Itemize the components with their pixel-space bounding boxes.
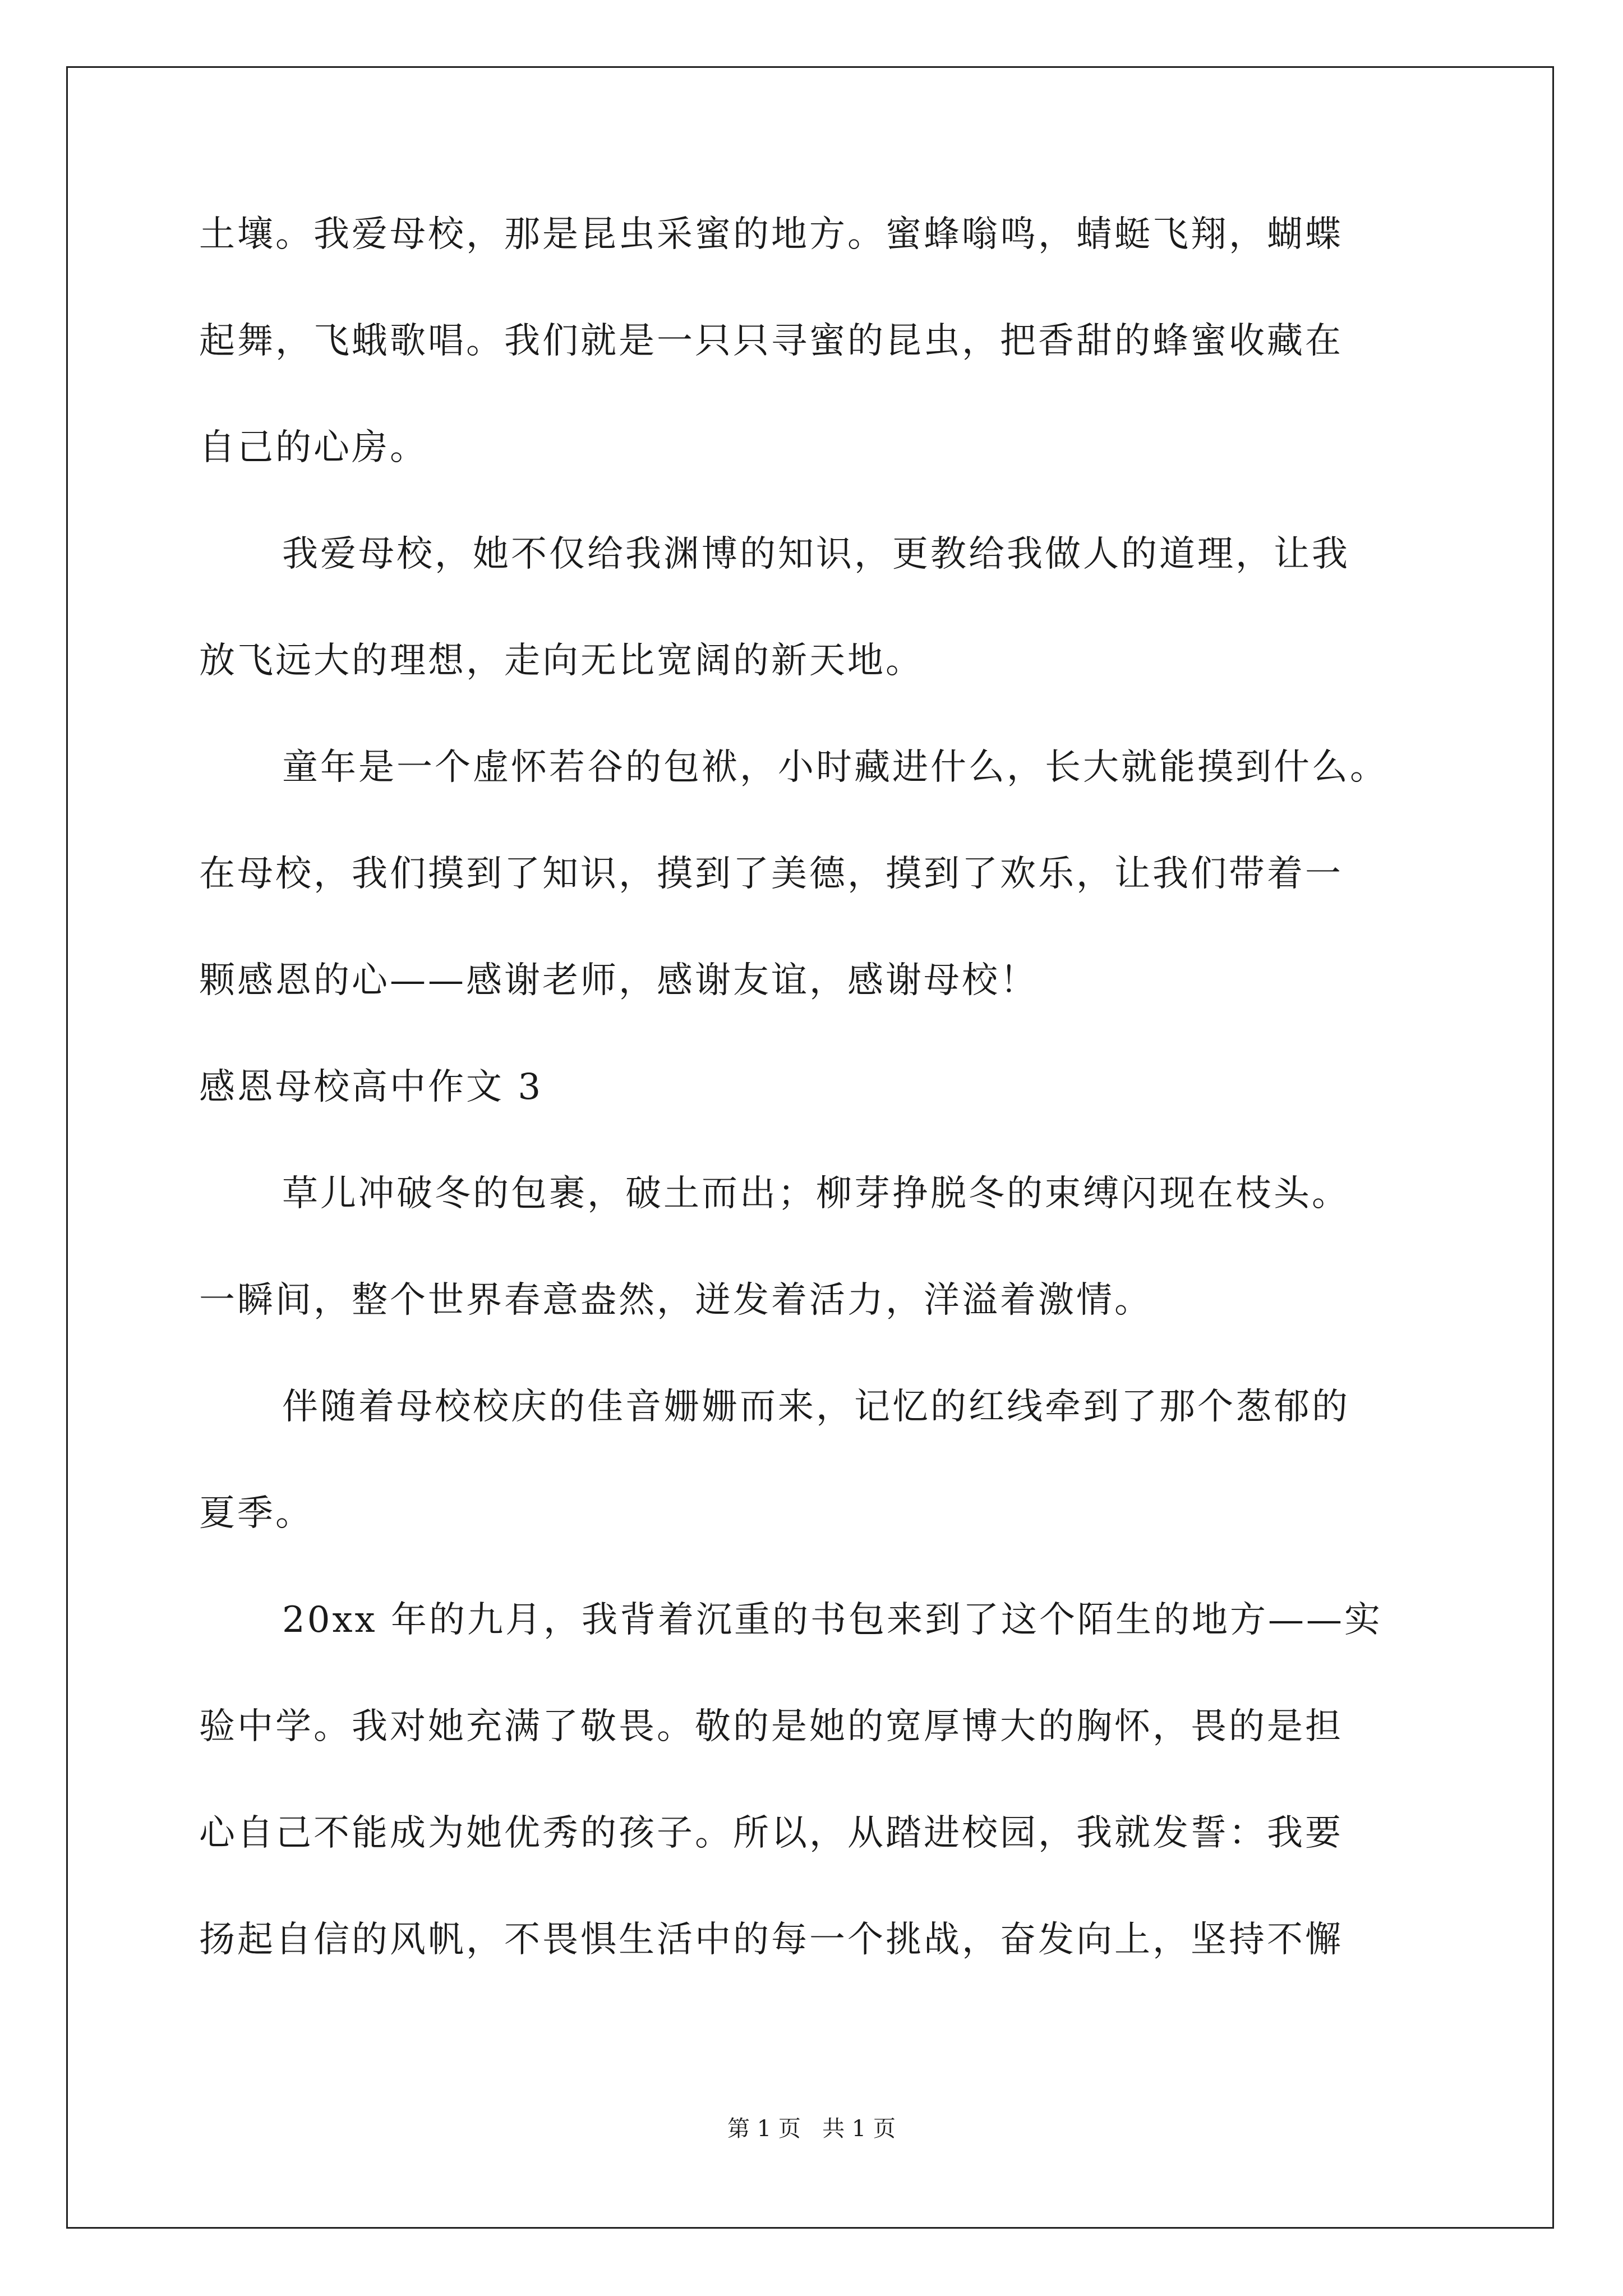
- text-line: 土壤。我爱母校，那是昆虫采蜜的地方。蜜蜂嗡鸣，蜻蜓飞翔，蝴蝶: [199, 214, 1343, 255]
- text-line: 一瞬间，整个世界春意盎然，迸发着活力，洋溢着激情。: [199, 1280, 1152, 1321]
- paragraph-first-line: 伴随着母校校庆的佳音姗姗而来，记忆的红线牵到了那个葱郁的: [282, 1386, 1350, 1428]
- text-line: 自己的心房。: [199, 427, 428, 468]
- page-footer: 第 1 页 共 1 页: [727, 2116, 896, 2142]
- paragraph-first-line: 草儿冲破冬的包裹，破土而出；柳芽挣脱冬的束缚闪现在枝头。: [282, 1173, 1350, 1214]
- page-border: [66, 66, 1554, 2229]
- text-line: 起舞，飞蛾歌唱。我们就是一只只寻蜜的昆虫，把香甜的蜂蜜收藏在: [199, 320, 1343, 362]
- paragraph-first-line: 我爱母校，她不仅给我渊博的知识，更教给我做人的道理，让我: [282, 533, 1350, 575]
- section-heading: 感恩母校高中作文 3: [199, 1066, 543, 1108]
- text-line: 扬起自信的风帆，不畏惧生活中的每一个挑战，奋发向上，坚持不懈: [199, 1919, 1343, 1961]
- paragraph-first-line: 20xx 年的九月，我背着沉重的书包来到了这个陌生的地方——实: [282, 1599, 1382, 1641]
- text-line: 验中学。我对她充满了敬畏。敬的是她的宽厚博大的胸怀，畏的是担: [199, 1706, 1343, 1747]
- text-line: 心自己不能成为她优秀的孩子。所以，从踏进校园，我就发誓：我要: [199, 1812, 1343, 1854]
- paragraph-first-line: 童年是一个虚怀若谷的包袱，小时藏进什么，长大就能摸到什么。: [282, 747, 1388, 788]
- text-line: 在母校，我们摸到了知识，摸到了美德，摸到了欢乐，让我们带着一: [199, 853, 1343, 895]
- text-line: 夏季。: [199, 1493, 313, 1534]
- text-line: 放飞远大的理想，走向无比宽阔的新天地。: [199, 640, 924, 682]
- text-line: 颗感恩的心——感谢老师，感谢友谊，感谢母校！: [199, 960, 1038, 1001]
